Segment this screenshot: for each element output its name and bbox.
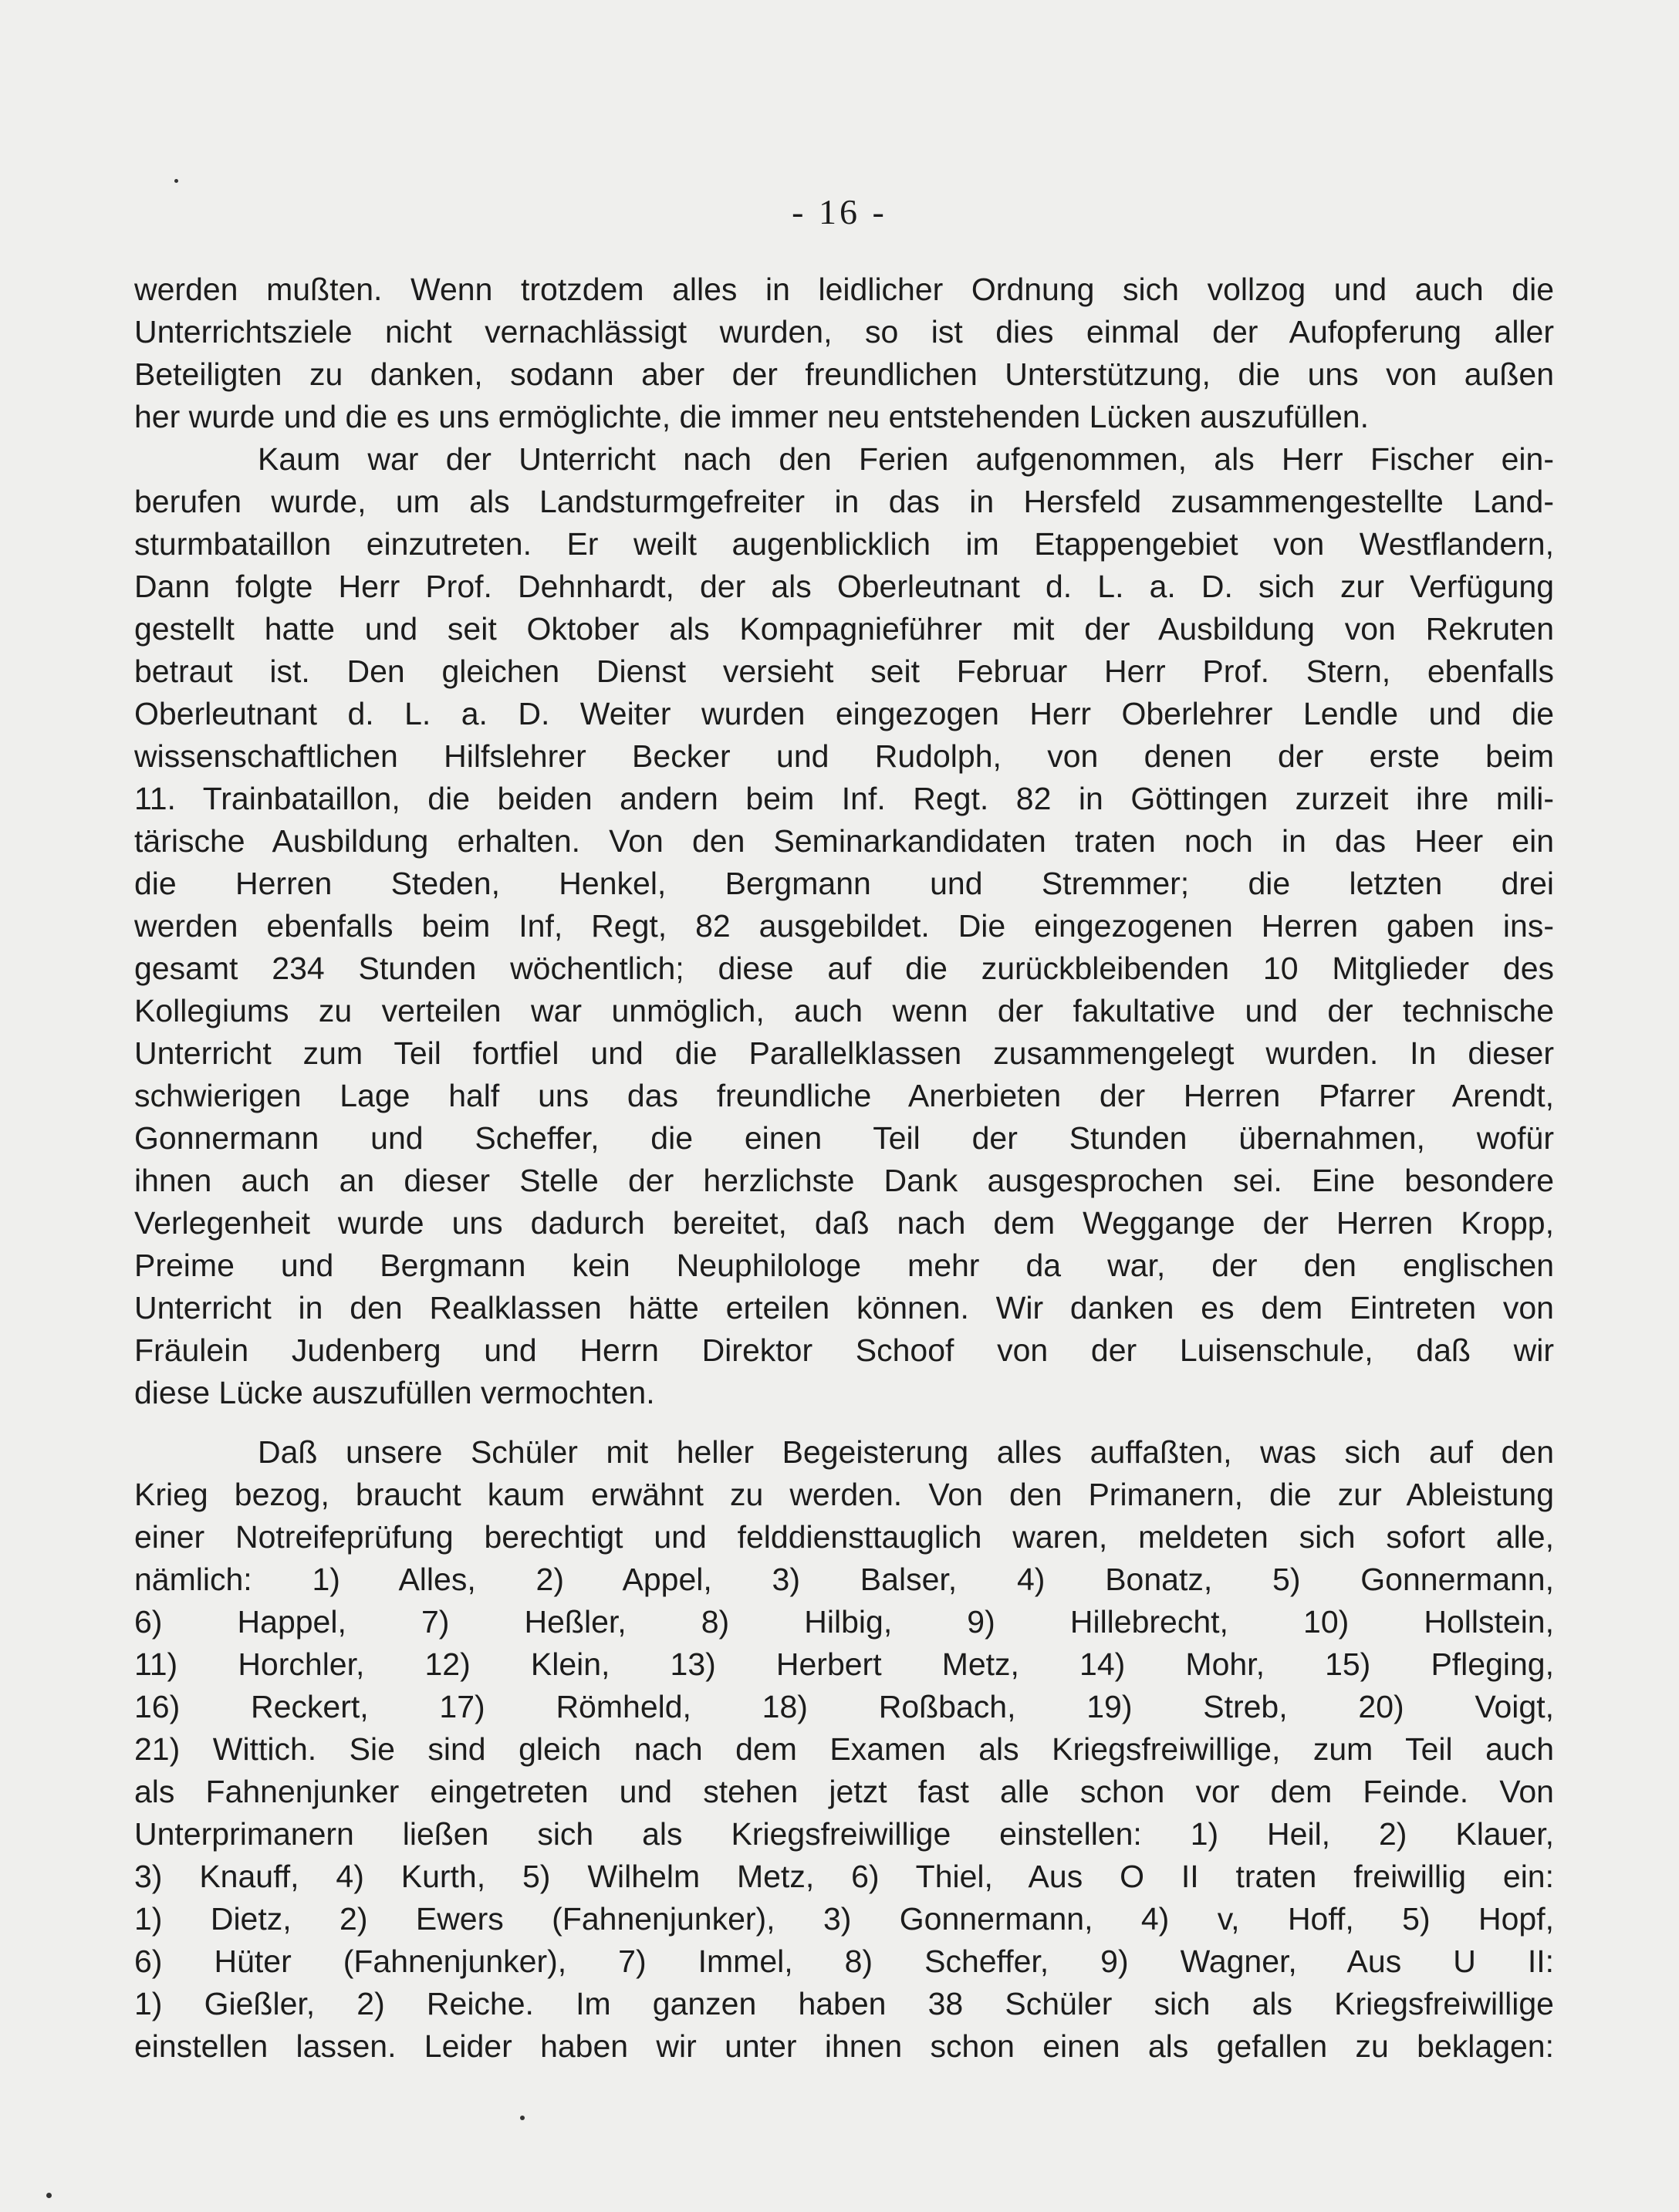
text-line: wissenschaftlichen Hilfslehrer Becker und Rudolph, von denen der erste beim (134, 738, 1554, 774)
text-line: nämlich: 1) Alles, 2) Appel, 3) Balser, 4) Bonatz, 5) Gonnermann, (134, 1562, 1554, 1597)
text-line: Kollegiums zu verteilen war unmöglich, auch wenn der fakultative und der technische (134, 993, 1554, 1028)
text-line: 3) Knauff, 4) Kurth, 5) Wilhelm Metz, 6) Thiel, Aus O II traten freiwillig ein: (134, 1859, 1554, 1894)
page-number: - 16 - (792, 192, 887, 231)
text-line: Beteiligten zu danken, sodann aber der freundlichen Unterstützung, die uns von außen (134, 356, 1554, 392)
text-line: Verlegenheit wurde uns dadurch bereitet, daß nach dem Weggange der Herren Kropp, (134, 1205, 1554, 1241)
text-line: 6) Hüter (Fahnenjunker), 7) Immel, 8) Scheffer, 9) Wagner, Aus U II: (134, 1944, 1554, 1979)
text-line: Gonnermann und Scheffer, die einen Teil der Stunden übernahmen, wofür (134, 1120, 1554, 1156)
text-line: schwierigen Lage half uns das freundliche Anerbieten der Herren Pfarrer Arendt, (134, 1078, 1554, 1113)
text-line: 11) Horchler, 12) Klein, 13) Herbert Metz, 14) Mohr, 15) Pfleging, (134, 1646, 1554, 1682)
text-line: Unterprimanern ließen sich als Kriegsfreiwillige einstellen: 1) Heil, 2) Klauer, (134, 1816, 1554, 1852)
scan-speck (520, 2116, 525, 2120)
text-line: Unterricht in den Realklassen hätte erteilen können. Wir danken es dem Eintreten von (134, 1290, 1554, 1326)
paragraph (134, 268, 1554, 438)
paragraph (134, 1431, 1554, 2068)
text-line: 11. Trainbataillon, die beiden andern beim Inf. Regt. 82 in Göttingen zurzeit ihre mili- (134, 781, 1554, 816)
text-line: Unterrichtsziele nicht vernachlässigt wurden, so ist dies einmal der Aufopferung aller (134, 314, 1554, 350)
body-text (134, 268, 1554, 2068)
text-line: gesamt 234 Stunden wöchentlich; diese auf die zurückbleibenden 10 Mitglieder des (134, 951, 1554, 986)
text-line: diese Lücke auszufüllen vermochten. (134, 1375, 655, 1410)
text-line: Oberleutnant d. L. a. D. Weiter wurden eingezogen Herr Oberlehrer Lendle und die (134, 696, 1554, 731)
scan-speck (174, 179, 178, 183)
text-line: werden mußten. Wenn trotzdem alles in leidlicher Ordnung sich vollzog und auch die (134, 272, 1554, 307)
text-line: die Herren Steden, Henkel, Bergmann und Stremmer; die letzten drei (134, 866, 1554, 901)
text-line: Kaum war der Unterricht nach den Ferien aufgenommen, als Herr Fischer ein- (258, 441, 1554, 477)
text-line: Preime und Bergmann kein Neuphilologe mehr da war, der den englischen (134, 1248, 1554, 1283)
scan-speck (46, 2193, 52, 2198)
text-line: 1) Gießler, 2) Reiche. Im ganzen haben 38 Schüler sich als Kriegsfreiwillige (134, 1986, 1554, 2021)
text-line: ihnen auch an dieser Stelle der herzlichste Dank ausgesprochen sei. Eine besondere (134, 1163, 1554, 1198)
text-line: einstellen lassen. Leider haben wir unter ihnen schon einen als gefallen zu beklagen: (134, 2028, 1554, 2064)
text-line: als Fahnenjunker eingetreten und stehen jetzt fast alle schon vor dem Feinde. Von (134, 1774, 1554, 1809)
text-line: Daß unsere Schüler mit heller Begeisterung alles auffaßten, was sich auf den (258, 1434, 1554, 1470)
text-line: her wurde und die es uns ermöglichte, die immer neu entstehenden Lücken auszufüllen. (134, 399, 1369, 434)
text-line: 1) Dietz, 2) Ewers (Fahnenjunker), 3) Gonnermann, 4) v, Hoff, 5) Hopf, (134, 1901, 1554, 1937)
text-line: 21) Wittich. Sie sind gleich nach dem Examen als Kriegsfreiwillige, zum Teil auch (134, 1731, 1554, 1767)
text-line: 16) Reckert, 17) Römheld, 18) Roßbach, 19) Streb, 20) Voigt, (134, 1689, 1554, 1724)
paragraph-gap (134, 1414, 1554, 1431)
text-line: Krieg bezog, braucht kaum erwähnt zu werden. Von den Primanern, die zur Ableistung (134, 1477, 1554, 1512)
text-line: betraut ist. Den gleichen Dienst versieht seit Februar Herr Prof. Stern, ebenfalls (134, 653, 1554, 689)
paragraph (134, 438, 1554, 1414)
text-line: Fräulein Judenberg und Herrn Direktor Schoof von der Luisenschule, daß wir (134, 1332, 1554, 1368)
text-line: sturmbataillon einzutreten. Er weilt augenblicklich im Etappengebiet von Westflandern, (134, 526, 1554, 562)
text-line: tärische Ausbildung erhalten. Von den Seminarkandidaten traten noch in das Heer ein (134, 823, 1554, 859)
text-line: einer Notreifeprüfung berechtigt und felddiensttauglich waren, meldeten sich sofort alle, (134, 1519, 1554, 1555)
text-line: gestellt hatte und seit Oktober als Kompagnieführer mit der Ausbildung von Rekruten (134, 611, 1554, 647)
text-line: berufen wurde, um als Landsturmgefreiter in das in Hersfeld zusammengestellte Land- (134, 484, 1554, 519)
text-line: 6) Happel, 7) Heßler, 8) Hilbig, 9) Hillebrecht, 10) Hollstein, (134, 1604, 1554, 1640)
text-line: Unterricht zum Teil fortfiel und die Parallelklassen zusammengelegt wurden. In dieser (134, 1035, 1554, 1071)
text-line: werden ebenfalls beim Inf, Regt, 82 ausgebildet. Die eingezogenen Herren gaben ins- (134, 908, 1554, 944)
text-line: Dann folgte Herr Prof. Dehnhardt, der als Oberleutnant d. L. a. D. sich zur Verfügung (134, 569, 1554, 604)
